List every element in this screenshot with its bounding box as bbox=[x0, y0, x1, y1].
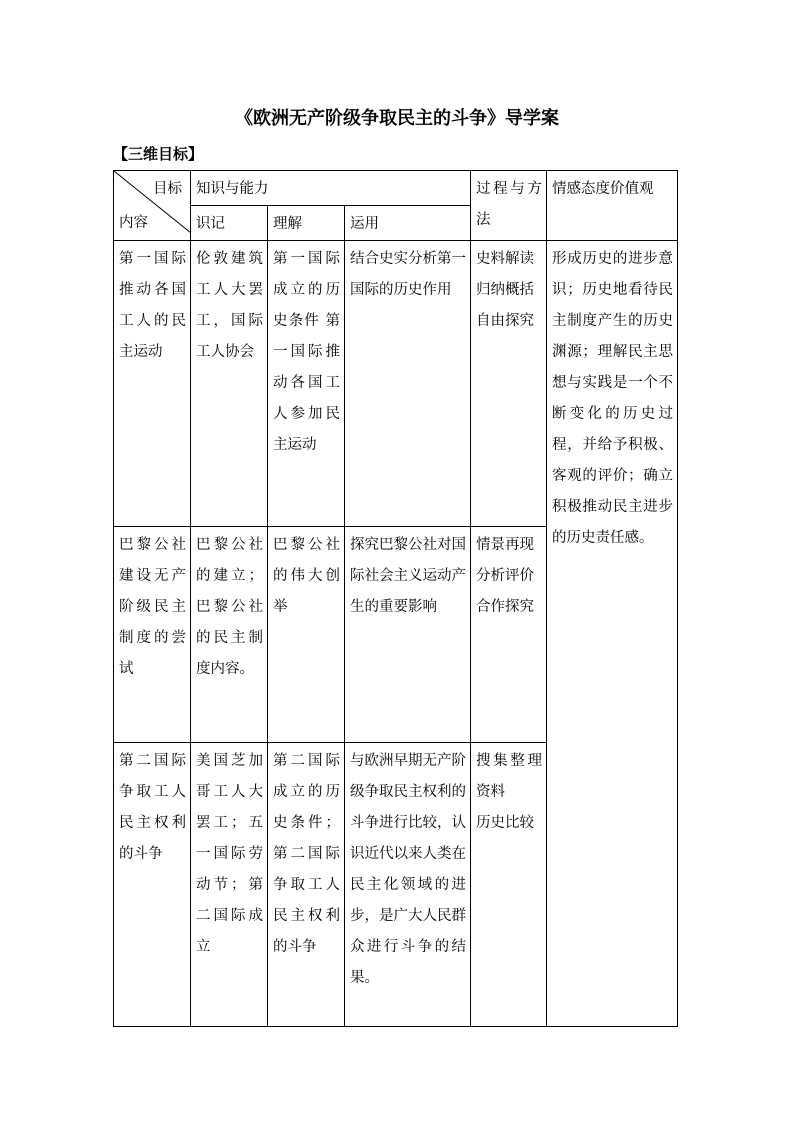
understand-cell: 第二国际成立的历史条件；第二国际争取工人民主权利的斗争 bbox=[268, 743, 345, 1027]
subheader-memorize: 识记 bbox=[191, 206, 268, 241]
three-dimensional-goals-table bbox=[113, 170, 678, 1027]
header-process-method: 过程与方法 bbox=[471, 171, 547, 241]
corner-label-content: 内容 bbox=[119, 215, 148, 231]
content-cell: 第一国际推动各国工人的民主运动 bbox=[114, 241, 191, 527]
subheader-apply: 运用 bbox=[345, 206, 471, 241]
table-row bbox=[114, 241, 678, 527]
corner-label-goal: 目标 bbox=[153, 181, 182, 197]
process-cell: 情景再现 分析评价 合作探究 bbox=[471, 527, 547, 743]
memorize-cell: 美国芝加哥工人大罢工；五一国际劳动节；第二国际成立 bbox=[191, 743, 268, 1027]
content-cell: 第二国际争取工人民主权利的斗争 bbox=[114, 743, 191, 1027]
memorize-cell: 巴黎公社的建立；巴黎公社的民主制度内容。 bbox=[191, 527, 268, 743]
table-header-row bbox=[114, 171, 678, 206]
apply-cell: 与欧洲早期无产阶级争取民主权利的斗争进行比较，认识近代以来人类在民主化领域的进步，是广大人民群众进行斗争的结果。 bbox=[345, 743, 471, 1027]
document-title: 《欧洲无产阶级争取民主的斗争》导学案 bbox=[235, 108, 559, 129]
understand-cell: 巴黎公社的伟大创举 bbox=[268, 527, 345, 743]
section-heading: 【三维目标】 bbox=[113, 145, 204, 163]
apply-cell: 结合史实分析第一国际的历史作用 bbox=[345, 241, 471, 527]
apply-cell: 探究巴黎公社对国际社会主义运动产生的重要影响 bbox=[345, 527, 471, 743]
header-knowledge-ability: 知识与能力 bbox=[191, 171, 471, 206]
process-cell: 搜集整理资料 历史比较 bbox=[471, 743, 547, 1027]
content-cell: 巴黎公社建设无产阶级民主制度的尝试 bbox=[114, 527, 191, 743]
understand-cell: 第一国际成立的历史条件 第一国际推动各国工人参加民主运动 bbox=[268, 241, 345, 527]
header-emotion-attitude-values: 情感态度价值观 bbox=[547, 171, 678, 241]
emotion-cell: 形成历史的进步意识；历史地看待民主制度产生的历史渊源；理解民主思想与实践是一个不断变化的历史过程，并给予积极、客观的评价；确立积极推动民主进步的历史责任感。 bbox=[547, 241, 678, 1027]
process-cell: 史料解读 归纳概括 自由探究 bbox=[471, 241, 547, 527]
corner-header-cell bbox=[114, 171, 191, 241]
memorize-cell: 伦敦建筑工人大罢工，国际工人协会 bbox=[191, 241, 268, 527]
subheader-understand: 理解 bbox=[268, 206, 345, 241]
